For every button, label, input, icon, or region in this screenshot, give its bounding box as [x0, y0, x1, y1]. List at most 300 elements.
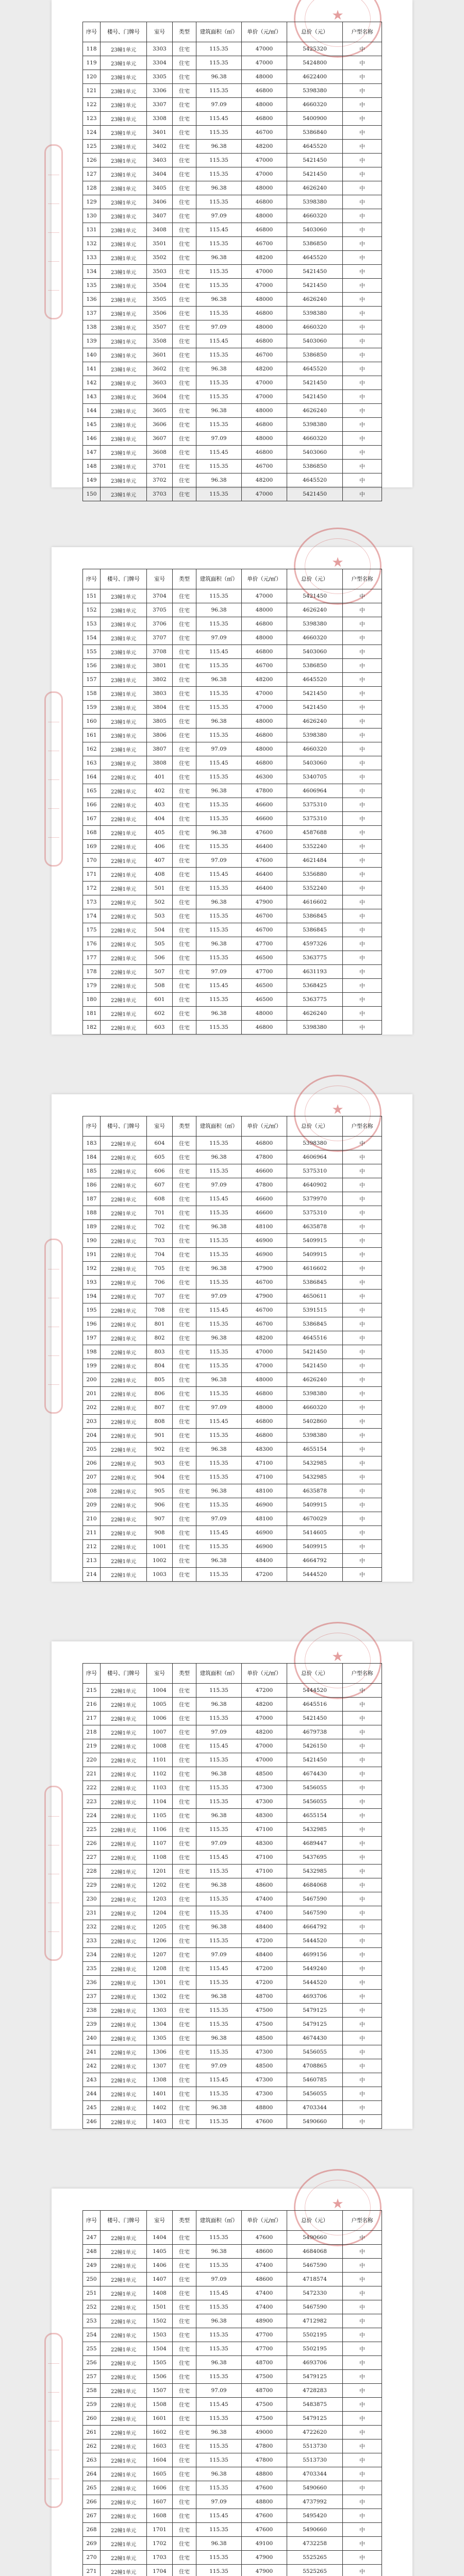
table-row — [83, 2259, 382, 2273]
table-cell: 23幢1单元 — [101, 42, 147, 56]
table-cell: 115.45 — [196, 1415, 242, 1429]
table-cell: 115.35 — [196, 2370, 242, 2384]
table-row — [83, 715, 382, 728]
table-cell: 508 — [147, 979, 173, 993]
column-header: 建筑面积（㎡） — [196, 22, 242, 42]
table-cell: 23幢1单元 — [101, 487, 147, 501]
table-cell: 中 — [343, 1526, 382, 1540]
table-cell: 住宅 — [173, 432, 196, 446]
table-cell: 47100 — [242, 1851, 287, 1865]
column-header: 室号 — [147, 569, 173, 589]
table-cell: 3607 — [147, 432, 173, 446]
table-cell: 中 — [343, 1795, 382, 1809]
table-cell: 164 — [83, 770, 101, 784]
table-cell: 22幢1单元 — [101, 1934, 147, 1948]
table-cell: 住宅 — [173, 2273, 196, 2286]
table-cell: 4626240 — [287, 181, 343, 195]
table-cell: 46800 — [242, 1429, 287, 1443]
table-cell: 22幢1单元 — [101, 2523, 147, 2537]
table-cell: 218 — [83, 1725, 101, 1739]
table-cell: 住宅 — [173, 2439, 196, 2453]
table-cell: 住宅 — [173, 1484, 196, 1498]
table-row — [83, 1851, 382, 1865]
table-cell: 住宅 — [173, 334, 196, 348]
table-cell: 47400 — [242, 1892, 287, 1906]
table-cell: 22幢1单元 — [101, 2467, 147, 2481]
table-cell: 4606964 — [287, 1150, 343, 1164]
table-cell: 115.35 — [196, 617, 242, 631]
table-cell: 96.38 — [196, 2467, 242, 2481]
table-cell: 住宅 — [173, 701, 196, 715]
column-header: 序号 — [83, 569, 101, 589]
table-cell: 203 — [83, 1415, 101, 1429]
price-table — [82, 22, 382, 501]
table-cell: 97.09 — [196, 631, 242, 645]
table-row — [83, 293, 382, 307]
table-cell: 46700 — [242, 1303, 287, 1317]
table-cell: 156 — [83, 659, 101, 673]
table-cell: 中 — [343, 909, 382, 923]
table-cell: 5421450 — [287, 279, 343, 293]
table-cell: 3506 — [147, 307, 173, 320]
table-cell: 115.45 — [196, 645, 242, 659]
table-cell: 22幢1单元 — [101, 2495, 147, 2509]
table-cell: 22幢1单元 — [101, 868, 147, 882]
table-cell: 住宅 — [173, 770, 196, 784]
table-cell: 5490660 — [287, 2231, 343, 2245]
table-cell: 中 — [343, 1234, 382, 1248]
table-cell: 115.35 — [196, 167, 242, 181]
table-cell: 704 — [147, 1248, 173, 1262]
table-cell: 3705 — [147, 603, 173, 617]
table-cell: 115.35 — [196, 460, 242, 473]
table-cell: 115.35 — [196, 2551, 242, 2565]
table-row — [83, 1823, 382, 1837]
table-cell: 407 — [147, 854, 173, 868]
table-cell: 住宅 — [173, 1892, 196, 1906]
table-cell: 174 — [83, 909, 101, 923]
table-cell: 115.45 — [196, 979, 242, 993]
table-cell: 96.38 — [196, 2314, 242, 2328]
table-cell: 5490660 — [287, 2115, 343, 2129]
table-cell: 中 — [343, 473, 382, 487]
table-row — [83, 1753, 382, 1767]
table-cell: 22幢1单元 — [101, 1234, 147, 1248]
table-row — [83, 376, 382, 390]
table-cell: 115.35 — [196, 2087, 242, 2101]
table-row — [83, 2453, 382, 2467]
table-cell: 901 — [147, 1429, 173, 1443]
table-cell: 47400 — [242, 2300, 287, 2314]
table-cell: 47000 — [242, 1345, 287, 1359]
table-cell: 115.35 — [196, 279, 242, 293]
table-cell: 241 — [83, 2045, 101, 2059]
table-cell: 48400 — [242, 1948, 287, 1962]
column-header: 户型名称 — [343, 2211, 382, 2231]
table-cell: 115.35 — [196, 1795, 242, 1809]
table-cell: 住宅 — [173, 167, 196, 181]
table-cell: 住宅 — [173, 2328, 196, 2342]
table-row — [83, 1920, 382, 1934]
table-cell: 47000 — [242, 167, 287, 181]
table-cell: 239 — [83, 2018, 101, 2031]
table-cell: 22幢1单元 — [101, 909, 147, 923]
table-cell: 中 — [343, 659, 382, 673]
table-cell: 115.45 — [196, 223, 242, 237]
table-cell: 住宅 — [173, 2115, 196, 2129]
table-cell: 118 — [83, 42, 101, 56]
table-cell: 中 — [343, 223, 382, 237]
table-cell: 47600 — [242, 2523, 287, 2537]
table-cell: 47600 — [242, 2231, 287, 2245]
table-cell: 4737992 — [287, 2495, 343, 2509]
table-cell: 4606964 — [287, 784, 343, 798]
table-cell: 22幢1单元 — [101, 1498, 147, 1512]
table-cell: 中 — [343, 167, 382, 181]
table-cell: 5398380 — [287, 84, 343, 98]
table-cell: 235 — [83, 1962, 101, 1976]
table-cell: 4626240 — [287, 293, 343, 307]
table-cell: 115.35 — [196, 951, 242, 965]
table-row — [83, 2073, 382, 2087]
table-cell: 中 — [343, 979, 382, 993]
table-cell: 4635878 — [287, 1220, 343, 1234]
table-cell: 142 — [83, 376, 101, 390]
table-cell: 216 — [83, 1698, 101, 1711]
table-cell: 中 — [343, 1568, 382, 1582]
table-cell: 47800 — [242, 2439, 287, 2453]
table-cell: 23幢1单元 — [101, 362, 147, 376]
table-row — [83, 2495, 382, 2509]
table-cell: 150 — [83, 487, 101, 501]
table-row — [83, 362, 382, 376]
table-cell: 3701 — [147, 460, 173, 473]
table-cell: 中 — [343, 1781, 382, 1795]
official-seal-icon: ★ — [294, 2169, 382, 2246]
table-row — [83, 237, 382, 251]
table-cell: 237 — [83, 1990, 101, 2004]
table-cell: 22幢1单元 — [101, 1150, 147, 1164]
table-row — [83, 2412, 382, 2426]
table-cell: 住宅 — [173, 631, 196, 645]
table-cell: 115.35 — [196, 1892, 242, 1906]
table-cell: 182 — [83, 1021, 101, 1035]
table-cell: 中 — [343, 603, 382, 617]
table-cell: 225 — [83, 1823, 101, 1837]
table-cell: 住宅 — [173, 223, 196, 237]
table-row — [83, 195, 382, 209]
table-cell: 住宅 — [173, 1178, 196, 1192]
table-cell: 48000 — [242, 293, 287, 307]
table-cell: 262 — [83, 2439, 101, 2453]
table-cell: 96.38 — [196, 293, 242, 307]
table-cell: 46800 — [242, 645, 287, 659]
table-cell: 135 — [83, 279, 101, 293]
table-cell: 22幢1单元 — [101, 1248, 147, 1262]
table-cell: 23幢1单元 — [101, 473, 147, 487]
table-cell: 中 — [343, 1823, 382, 1837]
table-cell: 157 — [83, 673, 101, 687]
table-cell: 226 — [83, 1837, 101, 1851]
table-cell: 中 — [343, 1962, 382, 1976]
table-cell: 22幢1单元 — [101, 2004, 147, 2018]
table-cell: 1108 — [147, 1851, 173, 1865]
table-cell: 259 — [83, 2398, 101, 2412]
table-cell: 住宅 — [173, 1373, 196, 1387]
table-row — [83, 418, 382, 432]
table-row — [83, 2426, 382, 2439]
table-cell: 5467590 — [287, 2300, 343, 2314]
table-cell: 5386850 — [287, 659, 343, 673]
table-cell: 23幢1单元 — [101, 126, 147, 140]
table-row — [83, 140, 382, 154]
table-cell: 803 — [147, 1345, 173, 1359]
table-cell: 172 — [83, 882, 101, 895]
table-cell: 238 — [83, 2004, 101, 2018]
column-header: 总价（元） — [287, 569, 343, 589]
table-cell: 130 — [83, 209, 101, 223]
table-cell: 97.09 — [196, 854, 242, 868]
table-cell: 5375310 — [287, 812, 343, 826]
table-cell: 住宅 — [173, 2342, 196, 2356]
table-cell: 住宅 — [173, 2314, 196, 2328]
table-cell: 中 — [343, 1178, 382, 1192]
table-cell: 48300 — [242, 1809, 287, 1823]
table-cell: 115.35 — [196, 701, 242, 715]
table-cell: 47900 — [242, 2565, 287, 2576]
table-cell: 中 — [343, 1262, 382, 1276]
table-cell: 中 — [343, 251, 382, 265]
table-cell: 97.09 — [196, 965, 242, 979]
table-cell: 1406 — [147, 2259, 173, 2273]
table-cell: 22幢1单元 — [101, 1007, 147, 1021]
table-cell: 1107 — [147, 1837, 173, 1851]
table-cell: 5421450 — [287, 1711, 343, 1725]
table-cell: 97.09 — [196, 98, 242, 112]
table-row — [83, 1248, 382, 1262]
table-cell: 48100 — [242, 1484, 287, 1498]
table-cell: 22幢1单元 — [101, 770, 147, 784]
table-cell: 22幢1单元 — [101, 2018, 147, 2031]
table-cell: 中 — [343, 1809, 382, 1823]
table-cell: 住宅 — [173, 2087, 196, 2101]
column-header: 序号 — [83, 1116, 101, 1137]
table-row — [83, 1892, 382, 1906]
table-cell: 住宅 — [173, 70, 196, 84]
table-cell: 住宅 — [173, 307, 196, 320]
table-cell: 中 — [343, 154, 382, 167]
table-row — [83, 2342, 382, 2356]
table-cell: 115.35 — [196, 1781, 242, 1795]
table-cell: 22幢1单元 — [101, 2087, 147, 2101]
table-cell: 中 — [343, 1443, 382, 1456]
table-cell: 住宅 — [173, 1698, 196, 1711]
table-cell: 254 — [83, 2328, 101, 2342]
table-cell: 47800 — [242, 1150, 287, 1164]
table-cell: 5340705 — [287, 770, 343, 784]
table-cell: 151 — [83, 589, 101, 603]
table-cell: 22幢1单元 — [101, 2481, 147, 2495]
table-cell: 5409915 — [287, 1248, 343, 1262]
table-cell: 23幢1单元 — [101, 742, 147, 756]
table-cell: 5414605 — [287, 1526, 343, 1540]
table-row — [83, 84, 382, 98]
table-cell: 22幢1单元 — [101, 2245, 147, 2259]
table-cell: 4718574 — [287, 2273, 343, 2286]
table-cell: 120 — [83, 70, 101, 84]
table-cell: 115.35 — [196, 2115, 242, 2129]
table-cell: 5421450 — [287, 154, 343, 167]
table-cell: 115.45 — [196, 1192, 242, 1206]
table-cell: 22幢1单元 — [101, 2273, 147, 2286]
table-cell: 5444520 — [287, 1684, 343, 1698]
table-cell: 5386845 — [287, 1317, 343, 1331]
table-cell: 中 — [343, 2551, 382, 2565]
table-cell: 96.38 — [196, 1150, 242, 1164]
table-cell: 住宅 — [173, 98, 196, 112]
table-cell: 162 — [83, 742, 101, 756]
table-row — [83, 1725, 382, 1739]
table-cell: 中 — [343, 84, 382, 98]
table-cell: 96.38 — [196, 1331, 242, 1345]
table-cell: 1401 — [147, 2087, 173, 2101]
column-header: 总价（元） — [287, 1116, 343, 1137]
table-cell: 706 — [147, 1276, 173, 1290]
table-cell: 3404 — [147, 167, 173, 181]
table-cell: 1601 — [147, 2412, 173, 2426]
table-cell: 1501 — [147, 2300, 173, 2314]
table-cell: 115.35 — [196, 687, 242, 701]
table-cell: 96.38 — [196, 603, 242, 617]
table-cell: 5483875 — [287, 2398, 343, 2412]
table-cell: 46700 — [242, 1317, 287, 1331]
table-cell: 5421450 — [287, 701, 343, 715]
table-cell: 48200 — [242, 1331, 287, 1345]
table-cell: 中 — [343, 2045, 382, 2059]
table-cell: 47600 — [242, 2509, 287, 2523]
table-cell: 3304 — [147, 56, 173, 70]
table-cell: 115.35 — [196, 2328, 242, 2342]
table-cell: 4664792 — [287, 1554, 343, 1568]
table-cell: 3406 — [147, 195, 173, 209]
header-row — [83, 569, 382, 589]
table-cell: 1608 — [147, 2509, 173, 2523]
table-cell: 23幢1单元 — [101, 631, 147, 645]
table-cell: 166 — [83, 798, 101, 812]
table-cell: 169 — [83, 840, 101, 854]
table-cell: 115.45 — [196, 446, 242, 460]
table-cell: 48000 — [242, 320, 287, 334]
table-cell: 22幢1单元 — [101, 1373, 147, 1387]
table-cell: 252 — [83, 2300, 101, 2314]
table-row — [83, 1443, 382, 1456]
column-header: 楼号、门牌号 — [101, 569, 147, 589]
table-cell: 807 — [147, 1401, 173, 1415]
table-cell: 住宅 — [173, 951, 196, 965]
table-cell: 中 — [343, 1767, 382, 1781]
table-cell: 1201 — [147, 1865, 173, 1878]
table-cell: 22幢1单元 — [101, 2537, 147, 2551]
table-cell: 211 — [83, 1526, 101, 1540]
table-row — [83, 617, 382, 631]
table-cell: 47100 — [242, 1865, 287, 1878]
table-row — [83, 1331, 382, 1345]
table-cell: 1104 — [147, 1795, 173, 1809]
table-cell: 49100 — [242, 2537, 287, 2551]
table-cell: 4626240 — [287, 404, 343, 418]
table-row — [83, 1150, 382, 1164]
table-cell: 22幢1单元 — [101, 1809, 147, 1823]
table-cell: 1405 — [147, 2245, 173, 2259]
table-row — [83, 98, 382, 112]
table-cell: 中 — [343, 1990, 382, 2004]
table-cell: 4622400 — [287, 70, 343, 84]
table-cell: 258 — [83, 2384, 101, 2398]
table-cell: 240 — [83, 2031, 101, 2045]
table-cell: 中 — [343, 2245, 382, 2259]
table-cell: 5403060 — [287, 756, 343, 770]
table-row — [83, 687, 382, 701]
table-cell: 145 — [83, 418, 101, 432]
table-cell: 住宅 — [173, 265, 196, 279]
table-cell: 22幢1单元 — [101, 1837, 147, 1851]
table-cell: 4645520 — [287, 673, 343, 687]
table-cell: 4587688 — [287, 826, 343, 840]
table-cell: 3503 — [147, 265, 173, 279]
table-cell: 5398380 — [287, 728, 343, 742]
table-row — [83, 1373, 382, 1387]
table-cell: 96.38 — [196, 1809, 242, 1823]
table-cell: 22幢1单元 — [101, 1387, 147, 1401]
table-cell: 中 — [343, 2101, 382, 2115]
table-cell: 23幢1单元 — [101, 390, 147, 404]
table-cell: 5513730 — [287, 2453, 343, 2467]
table-row — [83, 923, 382, 937]
table-cell: 住宅 — [173, 1137, 196, 1150]
table-cell: 47400 — [242, 2286, 287, 2300]
table-cell: 中 — [343, 784, 382, 798]
table-cell: 47800 — [242, 1178, 287, 1192]
table-cell: 中 — [343, 2370, 382, 2384]
table-row — [83, 404, 382, 418]
table-cell: 4679738 — [287, 1725, 343, 1739]
table-cell: 201 — [83, 1387, 101, 1401]
table-row — [83, 1470, 382, 1484]
table-cell: 中 — [343, 840, 382, 854]
table-cell: 3601 — [147, 348, 173, 362]
table-cell: 5467590 — [287, 1892, 343, 1906]
table-cell: 46900 — [242, 1498, 287, 1512]
table-cell: 1204 — [147, 1906, 173, 1920]
table-cell: 住宅 — [173, 348, 196, 362]
table-row — [83, 2398, 382, 2412]
table-cell: 5375310 — [287, 1206, 343, 1220]
table-cell: 47200 — [242, 1976, 287, 1990]
table-cell: 251 — [83, 2286, 101, 2300]
table-cell: 47000 — [242, 376, 287, 390]
table-cell: 144 — [83, 404, 101, 418]
table-cell: 46700 — [242, 460, 287, 473]
table-cell: 住宅 — [173, 1331, 196, 1345]
table-cell: 住宅 — [173, 2031, 196, 2045]
table-cell: 中 — [343, 432, 382, 446]
table-cell: 264 — [83, 2467, 101, 2481]
table-cell: 4674430 — [287, 2031, 343, 2045]
column-header: 户型名称 — [343, 1116, 382, 1137]
table-cell: 257 — [83, 2370, 101, 2384]
table-cell: 22幢1单元 — [101, 2045, 147, 2059]
table-row — [83, 2115, 382, 2129]
